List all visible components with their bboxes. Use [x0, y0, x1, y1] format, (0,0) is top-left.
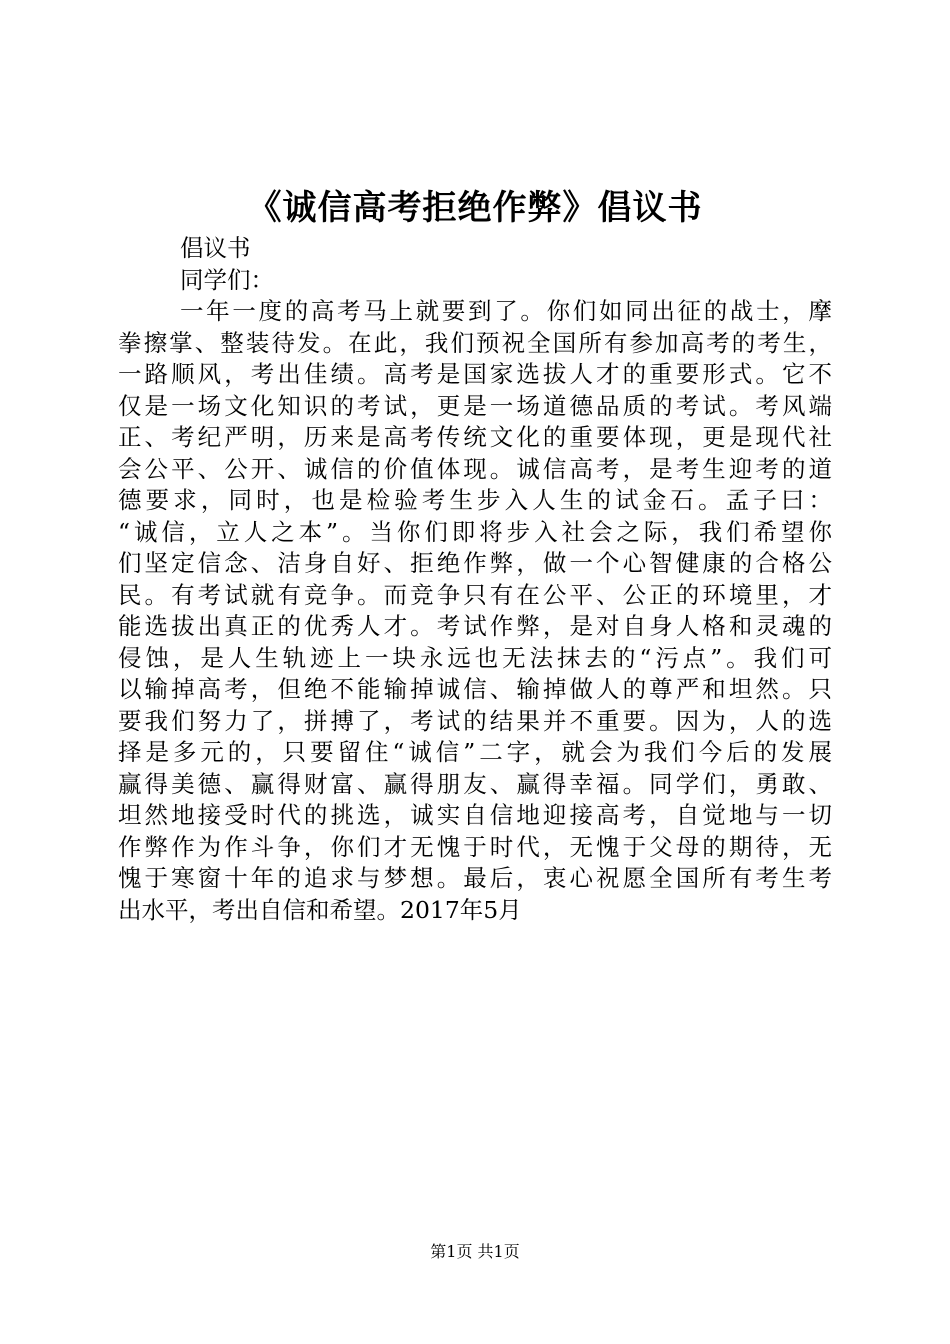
body-line: 德要求，同时，也是检验考生步入人生的试金石。孟子曰： [118, 486, 832, 514]
body-line: 一年一度的高考马上就要到了。你们如同出征的战士，摩 [180, 297, 832, 325]
body-line: 仅是一场文化知识的考试，更是一场道德品质的考试。考风端 [118, 391, 832, 420]
body-line: 侵蚀，是人生轨迹上一块永远也无法抹去的“污点”。我们可 [118, 643, 832, 672]
body-line: 以输掉高考，但绝不能输掉诚信、输掉做人的尊严和坦然。只 [118, 675, 832, 703]
body-line: 民。有考试就有竞争。而竞争只有在公平、公正的环境里，才 [118, 580, 832, 609]
body-line: “诚信，立人之本”。当你们即将步入社会之际，我们希望你 [118, 517, 832, 546]
body-line: 择是多元的，只要留住“诚信”二字，就会为我们今后的发展 [118, 738, 832, 766]
body-line: 能选拔出真正的优秀人才。考试作弊，是对自身人格和灵魂的 [118, 612, 832, 640]
page-footer: 第1页 共1页 [430, 1242, 520, 1261]
body-line: 们坚定信念、洁身自好、拒绝作弊，做一个心智健康的合格公 [118, 549, 832, 577]
body-line: 作弊作为作斗争，你们才无愧于时代，无愧于父母的期待，无 [118, 832, 832, 861]
subtitle: 倡议书 [180, 234, 251, 262]
body-line: 赢得美德、赢得财富、赢得朋友、赢得幸福。同学们，勇敢、 [118, 769, 832, 798]
body-line: 会公平、公开、诚信的价值体现。诚信高考，是考生迎考的道 [118, 454, 832, 483]
body-line: 愧于寒窗十年的追求与梦想。最后，衷心祝愿全国所有考生考 [118, 864, 832, 892]
body-line: 出水平，考出自信和希望。2017年5月 [118, 895, 522, 924]
body-line: 要我们努力了，拼搏了，考试的结果并不重要。因为，人的选 [118, 706, 832, 735]
document-body [118, 233, 832, 926]
body-line: 一路顺风，考出佳绩。高考是国家选拔人才的重要形式。它不 [118, 360, 832, 388]
body-line: 正、考纪严明，历来是高考传统文化的重要体现，更是现代社 [118, 423, 832, 451]
salutation: 同学们： [180, 265, 274, 294]
document-title: 《诚信高考拒绝作弊》倡议书 [247, 188, 703, 228]
body-line: 坦然地接受时代的挑选，诚实自信地迎接高考，自觉地与一切 [118, 801, 832, 829]
body-line: 拳擦掌、整装待发。在此，我们预祝全国所有参加高考的考生， [118, 328, 832, 357]
